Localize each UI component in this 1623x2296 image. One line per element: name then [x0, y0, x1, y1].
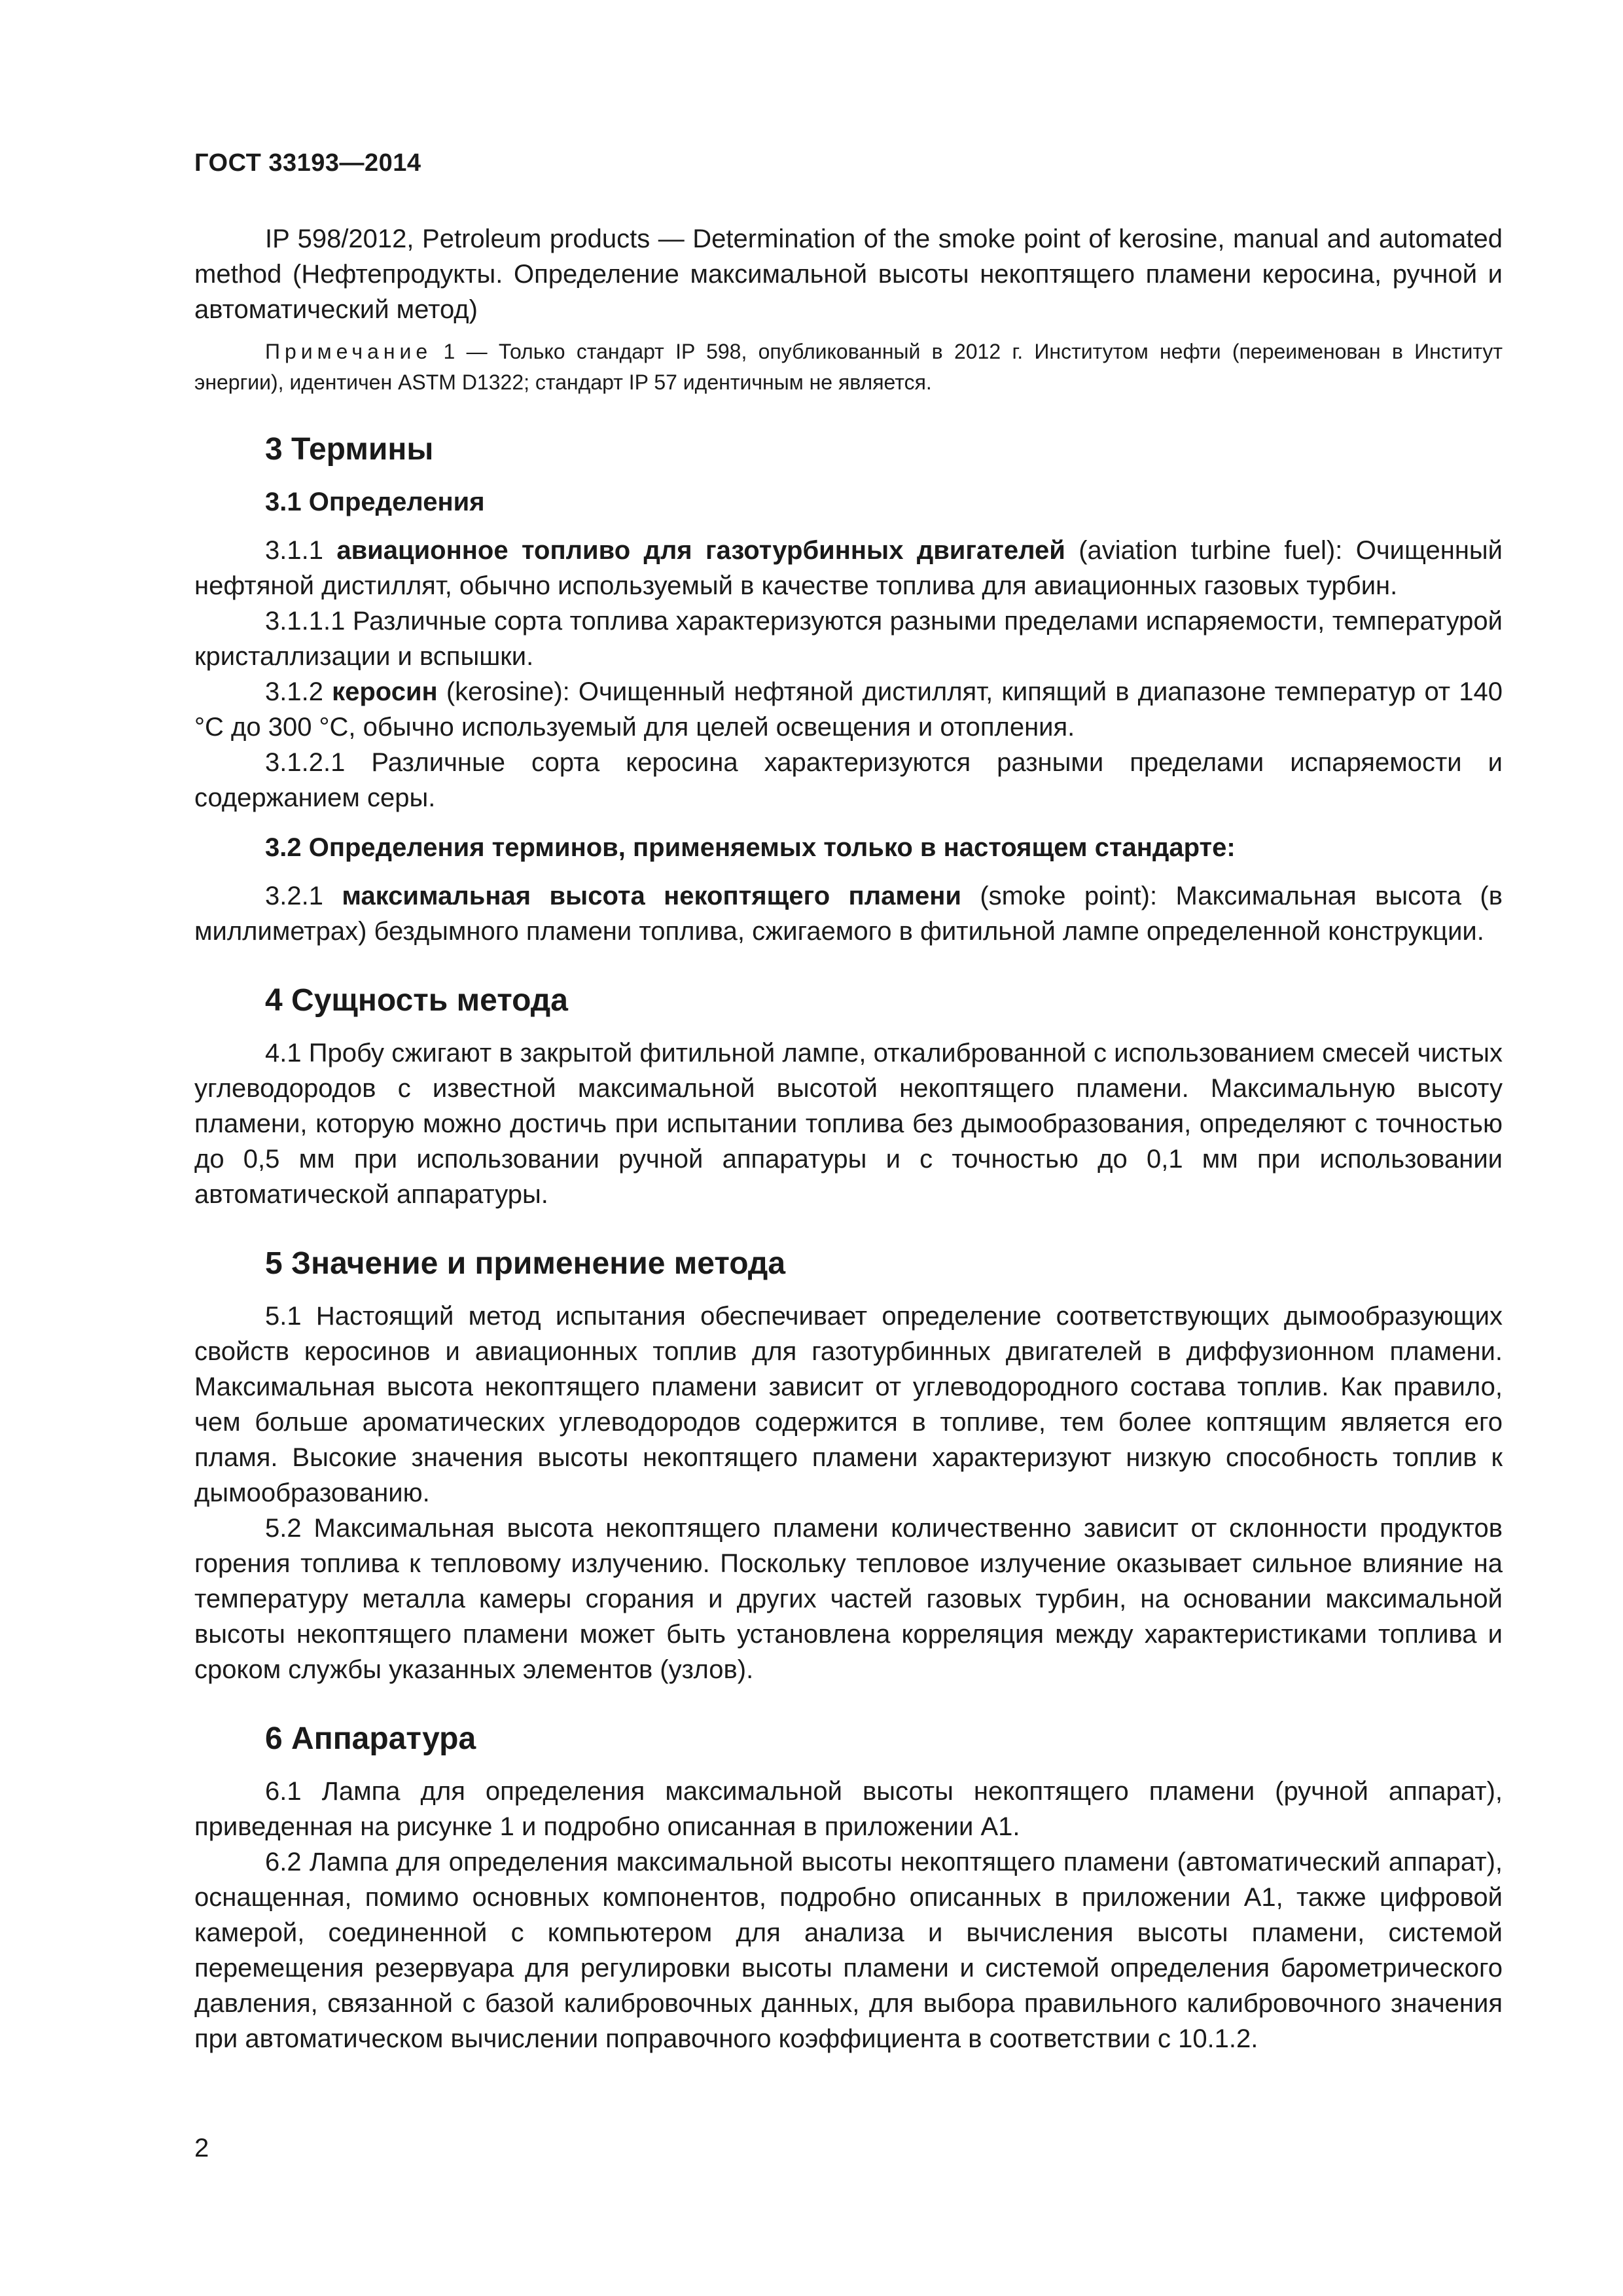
page-number: 2	[194, 2134, 209, 2162]
note-text: — Только стандарт IP 598, опубликованный в 2012 г. Институтом нефти (переименован в Институт энергии), идентичен ASTM D1322; стандарт IP 57 идентичным не является.	[194, 340, 1508, 394]
note-1	[194, 336, 1508, 398]
clause-text: (smoke point): Максимальная высота (в миллиметрах) бездымного пламени топлива, сжигаемого в фитильной лампе определенной конструкции.	[194, 882, 1510, 946]
clause-number: 3.1.2	[265, 677, 332, 706]
clause-4-1: 4.1 Пробу сжигают в закрытой фитильной лампе, откалиброванной с использованием смесей чистых углеводородов с известной максимальной высотой некоптящего пламени. Максимальную высоту пламени, которую можно достичь при испытании топлива без дымообразования, определяют с точностью до 0,5 мм при использовании ручной аппаратуры и с точностью до 0,1 мм при использовании автоматической аппаратуры.	[194, 1039, 1510, 1209]
clause-6-1: 6.1 Лампа для определения максимальной высоты некоптящего пламени (ручной аппарат), приведенная на рисунке 1 и подробно описанная в приложении А1.	[194, 1777, 1510, 1841]
clause-text: (kerosine): Очищенный нефтяной дистиллят, кипящий в диапазоне температур от 140 °С до 300 °С, обычно используемый для целей освещения и отопления.	[194, 677, 1510, 742]
clause-text: (aviation turbine fuel): Очищенный нефтяной дистиллят, обычно используемый в качестве топлива для авиационных газовых турбин.	[194, 536, 1510, 600]
subsection-3-2-title: 3.2 Определения терминов, применяемых только в настоящем стандарте:	[265, 833, 1236, 862]
section-5-title: 5 Значение и применение метода	[265, 1246, 786, 1281]
section-6-title: 6 Аппаратура	[265, 1721, 476, 1756]
document-header: ГОСТ 33193—2014	[194, 149, 421, 177]
term-kerosine: керосин	[332, 677, 438, 706]
term-smoke-point: максимальная высота некоптящего пламени	[342, 882, 961, 910]
document-body	[194, 221, 1510, 2056]
document-page	[194, 0, 1510, 2296]
clause-3-1-2	[194, 674, 1510, 745]
clause-3-1-1	[194, 533, 1510, 603]
note-label: Примечание	[265, 340, 433, 363]
term-aviation-turbine-fuel: авиационное топливо для газотурбинных двигателей	[336, 536, 1065, 565]
clause-3-1-1-1: 3.1.1.1 Различные сорта топлива характеризуются разными пределами испаряемости, температурой кристаллизации и вспышки.	[194, 607, 1510, 671]
clause-5-2: 5.2 Максимальная высота некоптящего пламени количественно зависит от склонности продуктов горения топлива к тепловому излучению. Поскольку тепловое излучение оказывает сильное влияние на температуру металла камеры сгорания и других частей газовых турбин, на основании максимальной высоты некоптящего пламени может быть установлена корреляция между характеристиками топлива и сроком службы указанных элементов (узлов).	[194, 1514, 1510, 1684]
clause-number: 3.2.1	[265, 882, 342, 910]
clause-3-1-2-1: 3.1.2.1 Различные сорта керосина характеризуются разными пределами испаряемости и содержанием серы.	[194, 748, 1510, 812]
section-3-title: 3 Термины	[265, 432, 434, 467]
clause-3-2-1	[194, 878, 1510, 949]
reference-ip598: IP 598/2012, Petroleum products — Determination of the smoke point of kerosine, manual and automated method (Нефтепродукты. Определение максимальной высоты некоптящего пламени керосина, ручной и автоматический метод)	[194, 224, 1510, 324]
clause-6-2: 6.2 Лампа для определения максимальной высоты некоптящего пламени (автоматический аппарат), оснащенная, помимо основных компонентов, подробно описанных в приложении А1, также цифровой камерой, соединенной с компьютером для анализа и вычисления высоты пламени, системой перемещения резервуара для регулировки высоты пламени и системой определения барометрического давления, связанной с базой калибровочных данных, для выбора правильного калибровочного значения при автоматическом вычислении поправочного коэффициента в соответствии с 10.1.2.	[194, 1848, 1510, 2053]
clause-5-1: 5.1 Настоящий метод испытания обеспечивает определение соответствующих дымообразующих свойств керосинов и авиационных топлив для газотурбинных двигателей в диффузионном пламени. Максимальная высота некоптящего пламени зависит от углеводородного состава топлив. Как правило, чем больше ароматических углеводородов содержится в топливе, тем более коптящим является его пламя. Высокие значения высоты некоптящего пламени характеризуют низкую способность топлив к дымообразованию.	[194, 1302, 1510, 1507]
section-4-title: 4 Сущность метода	[265, 983, 568, 1018]
subsection-3-1-title: 3.1 Определения	[265, 488, 485, 516]
note-number: 1	[443, 340, 455, 363]
clause-number: 3.1.1	[265, 536, 337, 565]
